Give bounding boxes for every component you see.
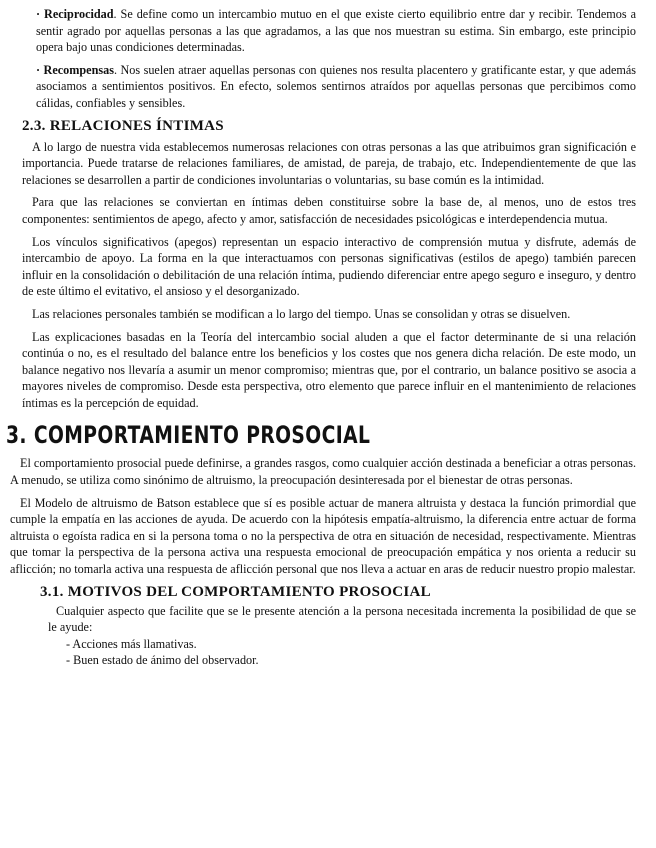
paragraph: El comportamiento prosocial puede definirse, a grandes rasgos, como cualquier acción destinada a beneficiar a otras personas. A menudo, se utiliza como sinónimo de altruismo, la preocupación desinteresada por el bienestar de otras personas. bbox=[10, 456, 636, 488]
paragraph: Las explicaciones basadas en la Teoría del intercambio social aluden a que el factor determinante de si una relación continúa o no, es el resultado del balance entre los beneficios y los costes que nos genera dicha relación. De este modo, un balance negativo nos llevaría a asumir un menor compromiso; mientras que, por el contrario, un balance positivo se asocia a mayores niveles de compromiso. Desde esta perspectiva, otro elemento que parece influir en el mantenimiento de relaciones íntimas es la percepción de equidad. bbox=[22, 329, 636, 410]
paragraph: Cualquier aspecto que facilite que se le presente atención a la persona necesitada incrementa la posibilidad de que se le ayude: bbox=[48, 603, 636, 635]
bullet-reciprocidad bbox=[10, 6, 636, 56]
bullet-text: . Nos suelen atraer aquellas personas con quienes nos resulta placentero y gratificante estar, y que además asociamos a sentimientos positivos. En efecto, solemos sentirnos atraídos por aquellas personas que percibimos como cálidas, confiables y sensibles. bbox=[36, 62, 636, 110]
paragraph: Para que las relaciones se conviertan en íntimas deben constituirse sobre la base de, al menos, uno de estos tres componentes: sentimientos de apego, afecto y amor, satisfacción de necesidades psicológicas e interdependencia mutua. bbox=[22, 195, 636, 226]
bullet-text: . Se define como un intercambio mutuo en el que existe cierto equilibrio entre dar y recibir. Tendemos a sentir agrado por aquellas personas a las que agradamos, a las que nos muestran su estima. Sin embargo, este principio opera bajo unas condiciones determinadas. bbox=[36, 7, 636, 55]
bullet-lead: · Recompensas bbox=[36, 62, 114, 77]
bullet-recompensas bbox=[10, 62, 636, 112]
list-item: - Acciones más llamativas. bbox=[66, 636, 197, 651]
paragraph: Las relaciones personales también se modifican a lo largo del tiempo. Unas se consolidan y otras se disuelven. bbox=[32, 306, 571, 321]
paragraph: Los vínculos significativos (apegos) representan un espacio interactivo de comprensión mutua y disfrute, además de intercambio de apoyo. La forma en la que interactuamos con personas significativas (estilos de apego) también parecen influir en la consolidación o debilitación de una relación íntima, pudiendo diferenciar entre apego seguro e inseguro, y dentro de este último el evitativo, el ansioso y el desorganizado. bbox=[22, 234, 636, 299]
section-heading-relaciones-intimas: 2.3. RELACIONES ÍNTIMAS bbox=[22, 117, 224, 134]
subsection-heading-motivos: 3.1. MOTIVOS DEL COMPORTAMIENTO PROSOCIAL bbox=[40, 583, 431, 600]
chapter-heading-comportamiento-prosocial: 3. COMPORTAMIENTO PROSOCIAL bbox=[6, 421, 371, 450]
bullet-lead: · Reciprocidad bbox=[36, 7, 114, 21]
list-item: - Buen estado de ánimo del observador. bbox=[66, 653, 259, 668]
paragraph: A lo largo de nuestra vida establecemos numerosas relaciones con otras personas a las que atribuimos gran significación e importancia. Puede tratarse de relaciones familiares, de amistad, de pareja, de trabajo, etc. Independientemente de que las relaciones se desarrollen a partir de condiciones involuntarias o voluntarias, su base común es la intimidad. bbox=[22, 139, 636, 187]
motives-list bbox=[10, 636, 636, 669]
paragraph: El Modelo de altruismo de Batson establece que sí es posible actuar de manera altruista y destaca la función primordial que cumple la empatía en las acciones de ayuda. De acuerdo con la hipótesis empatía-altruismo, la diferencia entre actuar de forma altruista o egoísta radica en si la persona toma o no la perspectiva de otra en situación de necesidad, respectivamente. Mientras que tomar la perspectiva de la persona activa una respuesta emocional de preocupación empática y nos orienta a reducir su aflicción; no tomarla activa una respuesta de aflicción personal que nos lleva a actuar en aras de reducir nuestro propio malestar. bbox=[10, 495, 636, 577]
